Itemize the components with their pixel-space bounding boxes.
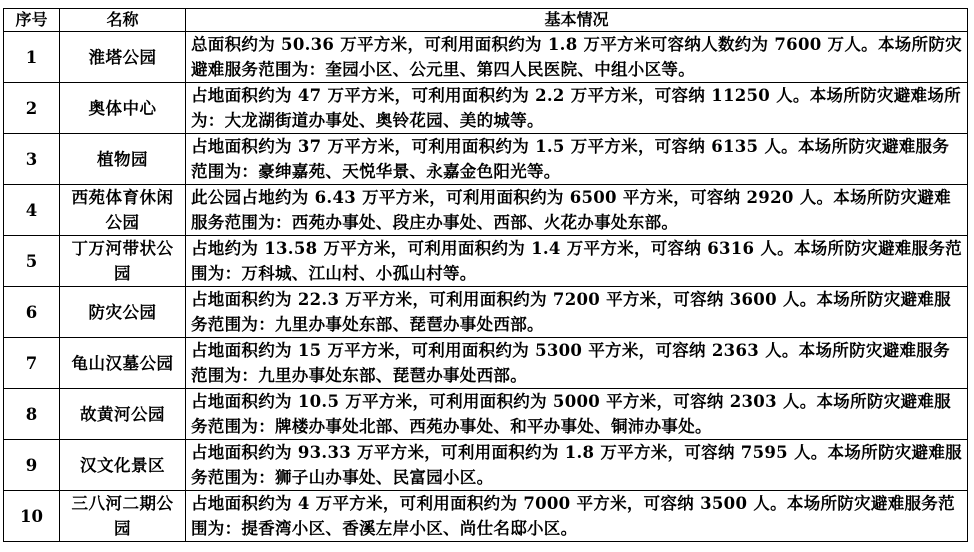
park-info: 占地面积约为 4 万平方米，可利用面积约为 7000 平方米，可容纳 3500 人。本场所防灾避难服务范围为：提香湾小区、香溪左岸小区、尚仕名邸小区。 (186, 491, 968, 542)
shelter-table (3, 8, 968, 542)
header-name: 名称 (60, 9, 186, 32)
park-name: 三八河二期公园 (60, 491, 186, 542)
park-info: 占地约为 13.58 万平方米，可利用面积约为 1.4 万平方米，可容纳 6316 人。本场所防灾避难服务范围为：万科城、江山村、小孤山村等。 (186, 236, 968, 287)
park-name: 汉文化景区 (60, 440, 186, 491)
row-number: 1 (4, 32, 60, 83)
row-number: 2 (4, 83, 60, 134)
header-info: 基本情况 (186, 9, 968, 32)
park-info: 占地面积约为 37 万平方米，可利用面积约为 1.5 万平方米，可容纳 6135 人。本场所防灾避难服务范围为：豪绅嘉苑、天悦华景、永嘉金色阳光等。 (186, 134, 968, 185)
table-row (4, 236, 968, 287)
table-row (4, 491, 968, 542)
park-name: 植物园 (60, 134, 186, 185)
row-number: 7 (4, 338, 60, 389)
row-number: 9 (4, 440, 60, 491)
park-info: 占地面积约为 22.3 万平方米，可利用面积约为 7200 平方米，可容纳 3600 人。本场所防灾避难服务范围为：九里办事处东部、琵琶办事处西部。 (186, 287, 968, 338)
header-no: 序号 (4, 9, 60, 32)
park-name: 西苑体育休闲公园 (60, 185, 186, 236)
header-row (4, 9, 968, 32)
park-info: 总面积约为 50.36 万平方米，可利用面积约为 1.8 万平方米可容纳人数约为 7600 万人。本场所防灾避难服务范围为：奎园小区、公元里、第四人民医院、中组小区等。 (186, 32, 968, 83)
park-name: 丁万河带状公园 (60, 236, 186, 287)
row-number: 4 (4, 185, 60, 236)
row-number: 5 (4, 236, 60, 287)
park-name: 防灾公园 (60, 287, 186, 338)
park-info: 占地面积约为 10.5 万平方米，可利用面积约为 5000 平方米，可容纳 2303 人。本场所防灾避难服务范围为：牌楼办事处北部、西苑办事处、和平办事处、铜沛办事处。 (186, 389, 968, 440)
row-number: 8 (4, 389, 60, 440)
park-info: 此公园占地约为 6.43 万平方米，可利用面积约为 6500 平方米，可容纳 2920 人。本场所防灾避难服务范围为：西苑办事处、段庄办事处、西部、火花办事处东部。 (186, 185, 968, 236)
park-name: 奥体中心 (60, 83, 186, 134)
table-row (4, 32, 968, 83)
row-number: 10 (4, 491, 60, 542)
park-info: 占地面积约为 15 万平方米，可利用面积约为 5300 平方米，可容纳 2363 人。本场所防灾避难服务范围为：九里办事处东部、琵琶办事处西部。 (186, 338, 968, 389)
table-row (4, 440, 968, 491)
table-row (4, 287, 968, 338)
table-row (4, 389, 968, 440)
park-info: 占地面积约为 47 万平方米，可利用面积约为 2.2 万平方米，可容纳 11250 人。本场所防灾避难场所为：大龙湖街道办事处、奥铃花园、美的城等。 (186, 83, 968, 134)
table-row (4, 185, 968, 236)
table-row (4, 134, 968, 185)
table-row (4, 83, 968, 134)
row-number: 3 (4, 134, 60, 185)
row-number: 6 (4, 287, 60, 338)
park-name: 淮塔公园 (60, 32, 186, 83)
park-info: 占地面积约为 93.33 万平方米，可利用面积约为 1.8 万平方米，可容纳 7595 人。本场所防灾避难服务范围为：狮子山办事处、民富园小区。 (186, 440, 968, 491)
park-name: 龟山汉墓公园 (60, 338, 186, 389)
table-row (4, 338, 968, 389)
park-name: 故黄河公园 (60, 389, 186, 440)
